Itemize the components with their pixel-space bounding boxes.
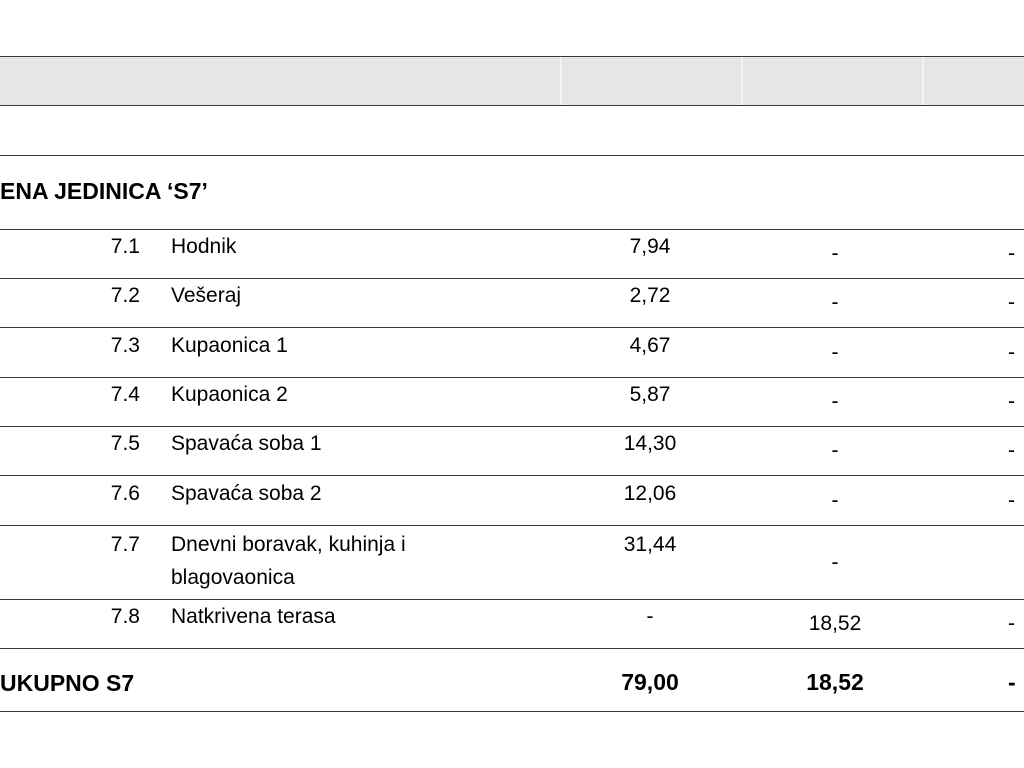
table-rule — [0, 56, 1024, 57]
room-name: Spavaća soba 1 — [171, 432, 322, 455]
room-area: 31,44 — [623, 533, 677, 556]
header-column-separator — [741, 57, 743, 105]
table-header-band — [0, 57, 1024, 105]
room-name: Kupaonica 2 — [171, 383, 288, 406]
table-rule — [0, 229, 1024, 230]
table-rule — [0, 426, 1024, 427]
other-area: - — [1008, 612, 1015, 635]
table-rule — [0, 105, 1024, 106]
table-rule — [0, 278, 1024, 279]
total-terrace-area: 18,52 — [806, 669, 864, 695]
room-area: 7,94 — [629, 235, 671, 258]
room-name: Natkrivena terasa — [171, 605, 336, 628]
terrace-area: - — [831, 242, 839, 265]
room-name: Hodnik — [171, 235, 237, 258]
other-area: - — [1008, 439, 1015, 462]
table-rule — [0, 711, 1024, 712]
terrace-area: 18,52 — [808, 612, 862, 635]
total-other-area: - — [1008, 669, 1016, 695]
room-area: 2,72 — [629, 284, 671, 307]
total-area: 79,00 — [621, 669, 679, 695]
table-rule — [0, 525, 1024, 526]
room-name: Vešeraj — [171, 284, 242, 307]
room-number: 7.3 — [110, 334, 140, 357]
table-rule — [0, 377, 1024, 378]
room-area: 4,67 — [629, 334, 671, 357]
room-name: Dnevni boravak, kuhinja i blagovaonica — [171, 533, 406, 589]
other-area: - — [1008, 341, 1015, 364]
header-column-separator — [922, 57, 924, 105]
room-area: 12,06 — [623, 482, 677, 505]
terrace-area: - — [831, 291, 839, 314]
room-area: 14,30 — [623, 432, 677, 455]
room-area: 5,87 — [629, 383, 671, 406]
table-rule — [0, 155, 1024, 156]
table-rule — [0, 475, 1024, 476]
total-label: UKUPNO S7 — [0, 670, 135, 696]
room-number: 7.7 — [110, 533, 140, 556]
terrace-area: - — [831, 439, 839, 462]
header-column-separator — [560, 57, 562, 105]
unit-title: ENA JEDINICA ‘S7’ — [0, 178, 208, 204]
table-rule — [0, 599, 1024, 600]
room-number: 7.8 — [110, 605, 140, 628]
other-area: - — [1008, 242, 1015, 265]
room-name: Spavaća soba 2 — [171, 482, 322, 505]
terrace-area: - — [831, 341, 839, 364]
table-rule — [0, 648, 1024, 649]
other-area: - — [1008, 291, 1015, 314]
room-number: 7.2 — [110, 284, 140, 307]
table-rule — [0, 327, 1024, 328]
room-number: 7.1 — [110, 235, 140, 258]
room-number: 7.6 — [110, 482, 140, 505]
terrace-area: - — [831, 390, 839, 413]
room-area: - — [646, 605, 654, 628]
room-number: 7.4 — [110, 383, 140, 406]
other-area: - — [1008, 489, 1015, 512]
other-area: - — [1008, 390, 1015, 413]
terrace-area: - — [831, 551, 839, 574]
terrace-area: - — [831, 489, 839, 512]
room-name: Kupaonica 1 — [171, 334, 288, 357]
room-number: 7.5 — [110, 432, 140, 455]
